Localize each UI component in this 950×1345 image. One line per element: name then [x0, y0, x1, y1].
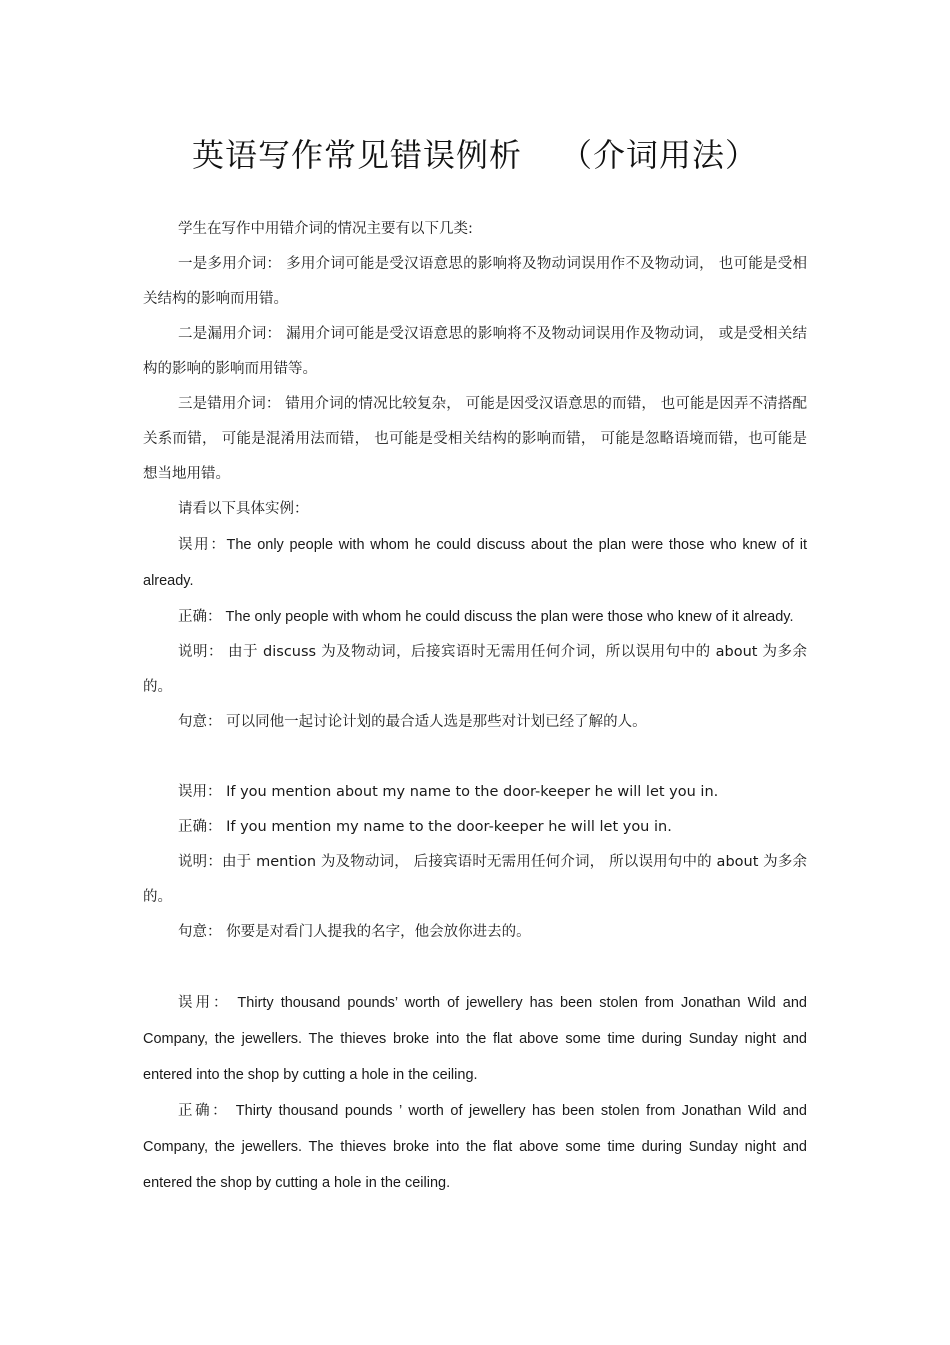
- example3-right: 正确： Thirty thousand pounds ’ worth of jewellery has been stolen from Jonathan Wild and Company, the jewellers. The thieves broke into the flat above some time during Sunday night and entered the shop by cutting a hole in the ceiling.: [143, 1103, 807, 1191]
- category-extra-preposition: 一是多用介词： 多用介词可能是受汉语意思的影响将及物动词误用作不及物动词， 也可能是受相关结构的影响而用错。: [143, 256, 807, 307]
- category-wrong-preposition: 三是错用介词： 错用介词的情况比较复杂， 可能是因受汉语意思的而错， 也可能是因弄不清搭配关系而错， 可能是混淆用法而错， 也可能是受相关结构的影响而错， 可能是忽略语境而错，也可能是想当地用错。: [143, 396, 807, 482]
- example1-wrong: 误用：The only people with whom he could discuss about the plan were those who knew of it already.: [143, 537, 807, 589]
- title-main: 英语写作常见错误例析: [191, 136, 522, 174]
- category-missing-preposition: 二是漏用介词： 漏用介词可能是受汉语意思的影响将不及物动词误用作及物动词， 或是受相关结构的影响的影响而用错等。: [143, 326, 807, 377]
- examples-intro: 请看以下具体实例：: [178, 501, 309, 517]
- title-sub: （介词用法）: [560, 136, 759, 174]
- section-spacer: [143, 740, 807, 775]
- section-spacer: [143, 950, 807, 985]
- document-body: [143, 212, 807, 1201]
- example1-meaning: 句意： 可以同他一起讨论计划的最合适人选是那些对计划已经了解的人。: [178, 714, 647, 730]
- example1-explain: 说明： 由于 discuss 为及物动词，后接宾语时无需用任何介词，所以误用句中的 about 为多余的。: [143, 644, 807, 695]
- intro-paragraph: 学生在写作中用错介词的情况主要有以下几类:: [178, 221, 473, 237]
- example2-explain: 说明：由于 mention 为及物动词， 后接宾语时无需用任何介词， 所以误用句中的 about 为多余的。: [143, 854, 807, 905]
- page-title: [0, 130, 950, 176]
- example2-meaning: 句意： 你要是对看门人提我的名字，他会放你进去的。: [178, 924, 531, 940]
- example1-right: 正确： The only people with whom he could discuss the plan were those who knew of it already.: [178, 609, 794, 625]
- example2-right: 正确： If you mention my name to the door-keeper he will let you in.: [178, 819, 672, 835]
- example2-wrong: 误用： If you mention about my name to the door-keeper he will let you in.: [178, 784, 719, 800]
- example3-wrong: 误用： Thirty thousand pounds’ worth of jewellery has been stolen from Jonathan Wild and Company, the jewellers. The thieves broke into the flat above some time during Sunday night and entered into the shop by cutting a hole in the ceiling.: [143, 995, 807, 1083]
